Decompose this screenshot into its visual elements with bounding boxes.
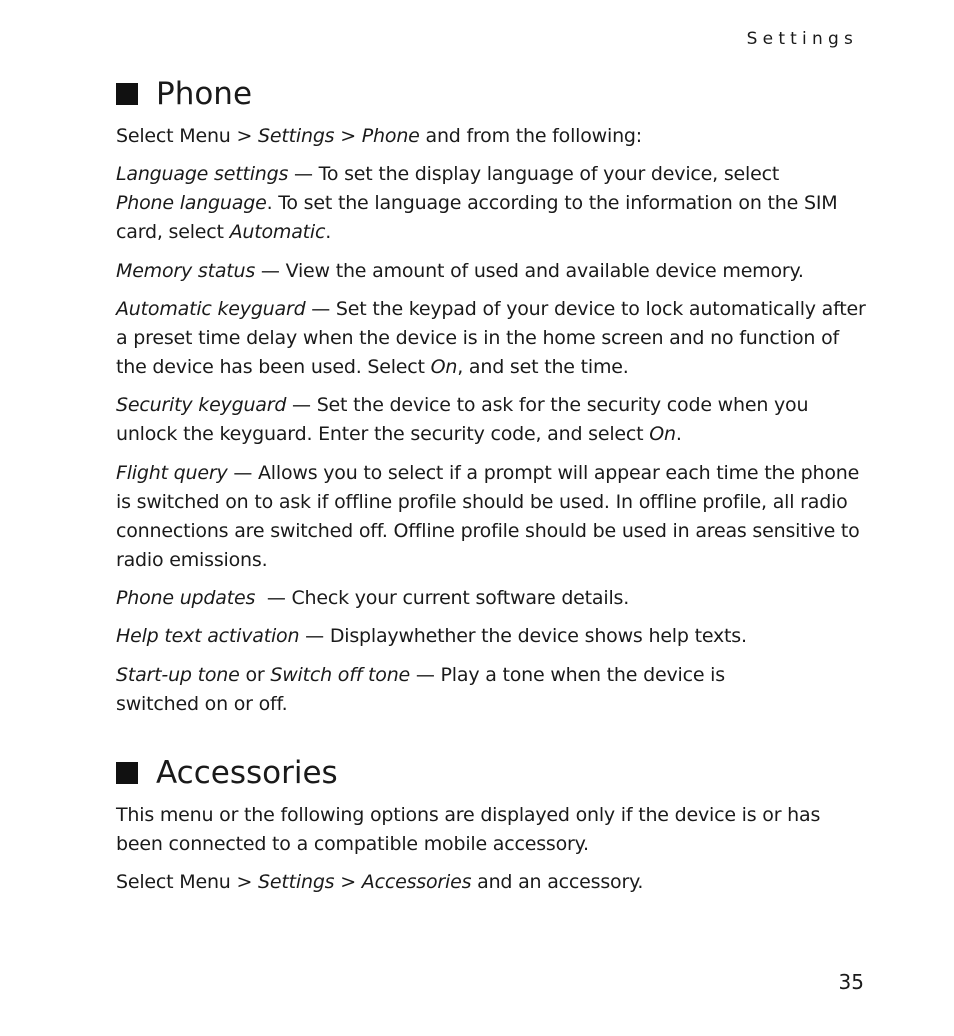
running-header: Settings bbox=[746, 29, 858, 49]
desc: — Set the device to ask for the security code when you unlock the keyguard. Enter the security code, and select bbox=[116, 394, 809, 445]
term: Security keyguard bbox=[116, 394, 287, 416]
accessories-select bbox=[116, 868, 868, 897]
accessories-intro: This menu or the following options are displayed only if the device is or has been connected to a compatible mobile accessory. bbox=[116, 804, 821, 855]
page-number: 35 bbox=[838, 970, 864, 994]
text: and an accessory. bbox=[471, 871, 644, 893]
item-startup-tone bbox=[116, 661, 806, 719]
item-language-settings bbox=[116, 160, 868, 247]
settings-label: Settings bbox=[258, 871, 335, 893]
item-help-text-activation bbox=[116, 622, 868, 651]
text: Select bbox=[116, 871, 180, 893]
term: Help text activation bbox=[116, 625, 300, 647]
desc: . To set the language according to the information on the SIM card, select bbox=[116, 192, 838, 243]
menu-label: Menu bbox=[179, 125, 231, 147]
square-bullet-icon bbox=[116, 83, 138, 105]
item-automatic-keyguard bbox=[116, 295, 868, 382]
text: > bbox=[230, 871, 259, 893]
term: Memory status bbox=[116, 260, 256, 282]
text: and from the following: bbox=[419, 125, 642, 147]
desc: — Set the keypad of your device to lock automatically after a preset time delay when the device is in the home screen and no function of the device has been used. Select bbox=[116, 298, 866, 378]
menu-label: Menu bbox=[179, 871, 231, 893]
heading-text: Accessories bbox=[156, 755, 338, 791]
item-phone-updates bbox=[116, 584, 868, 613]
desc: — View the amount of used and available device memory. bbox=[255, 260, 804, 282]
text: Select bbox=[116, 125, 180, 147]
desc: . bbox=[675, 423, 682, 445]
term: On bbox=[430, 356, 458, 378]
desc: — Allows you to select if a prompt will appear each time the phone is switched on to ask if offline profile should be used. In offline profile, all radio connections are switched off. Offline profile should be used in areas sensitive to radio emissions. bbox=[116, 462, 860, 571]
accessories-label: Accessories bbox=[361, 871, 472, 893]
text: or bbox=[239, 664, 271, 686]
term: Flight query bbox=[116, 462, 228, 484]
phone-intro bbox=[116, 122, 868, 151]
term: Automatic bbox=[229, 221, 326, 243]
square-bullet-icon bbox=[116, 762, 138, 784]
item-flight-query bbox=[116, 459, 868, 575]
heading-text: Phone bbox=[156, 76, 253, 112]
desc: — Displaywhether the device shows help texts. bbox=[299, 625, 747, 647]
desc: — Play a tone when the device is switched on or off. bbox=[116, 664, 725, 715]
item-memory-status bbox=[116, 257, 868, 286]
section-heading-phone bbox=[116, 76, 252, 112]
term: Automatic keyguard bbox=[116, 298, 306, 320]
item-security-keyguard bbox=[116, 391, 868, 449]
term: Phone language bbox=[116, 192, 267, 214]
desc: . bbox=[325, 221, 332, 243]
term: On bbox=[649, 423, 676, 445]
text: > bbox=[334, 871, 362, 893]
desc: , and set the time. bbox=[457, 356, 629, 378]
phone-label: Phone bbox=[361, 125, 420, 147]
term: Switch off tone bbox=[270, 664, 411, 686]
term: Language settings bbox=[116, 163, 289, 185]
term: Phone updates bbox=[116, 587, 256, 609]
desc: — Check your current software details. bbox=[255, 587, 630, 609]
term: Start-up tone bbox=[116, 664, 240, 686]
section-heading-accessories bbox=[116, 755, 338, 791]
text: > bbox=[230, 125, 259, 147]
text: > bbox=[334, 125, 362, 147]
settings-label: Settings bbox=[258, 125, 335, 147]
desc: — To set the display language of your device, select bbox=[288, 163, 780, 185]
